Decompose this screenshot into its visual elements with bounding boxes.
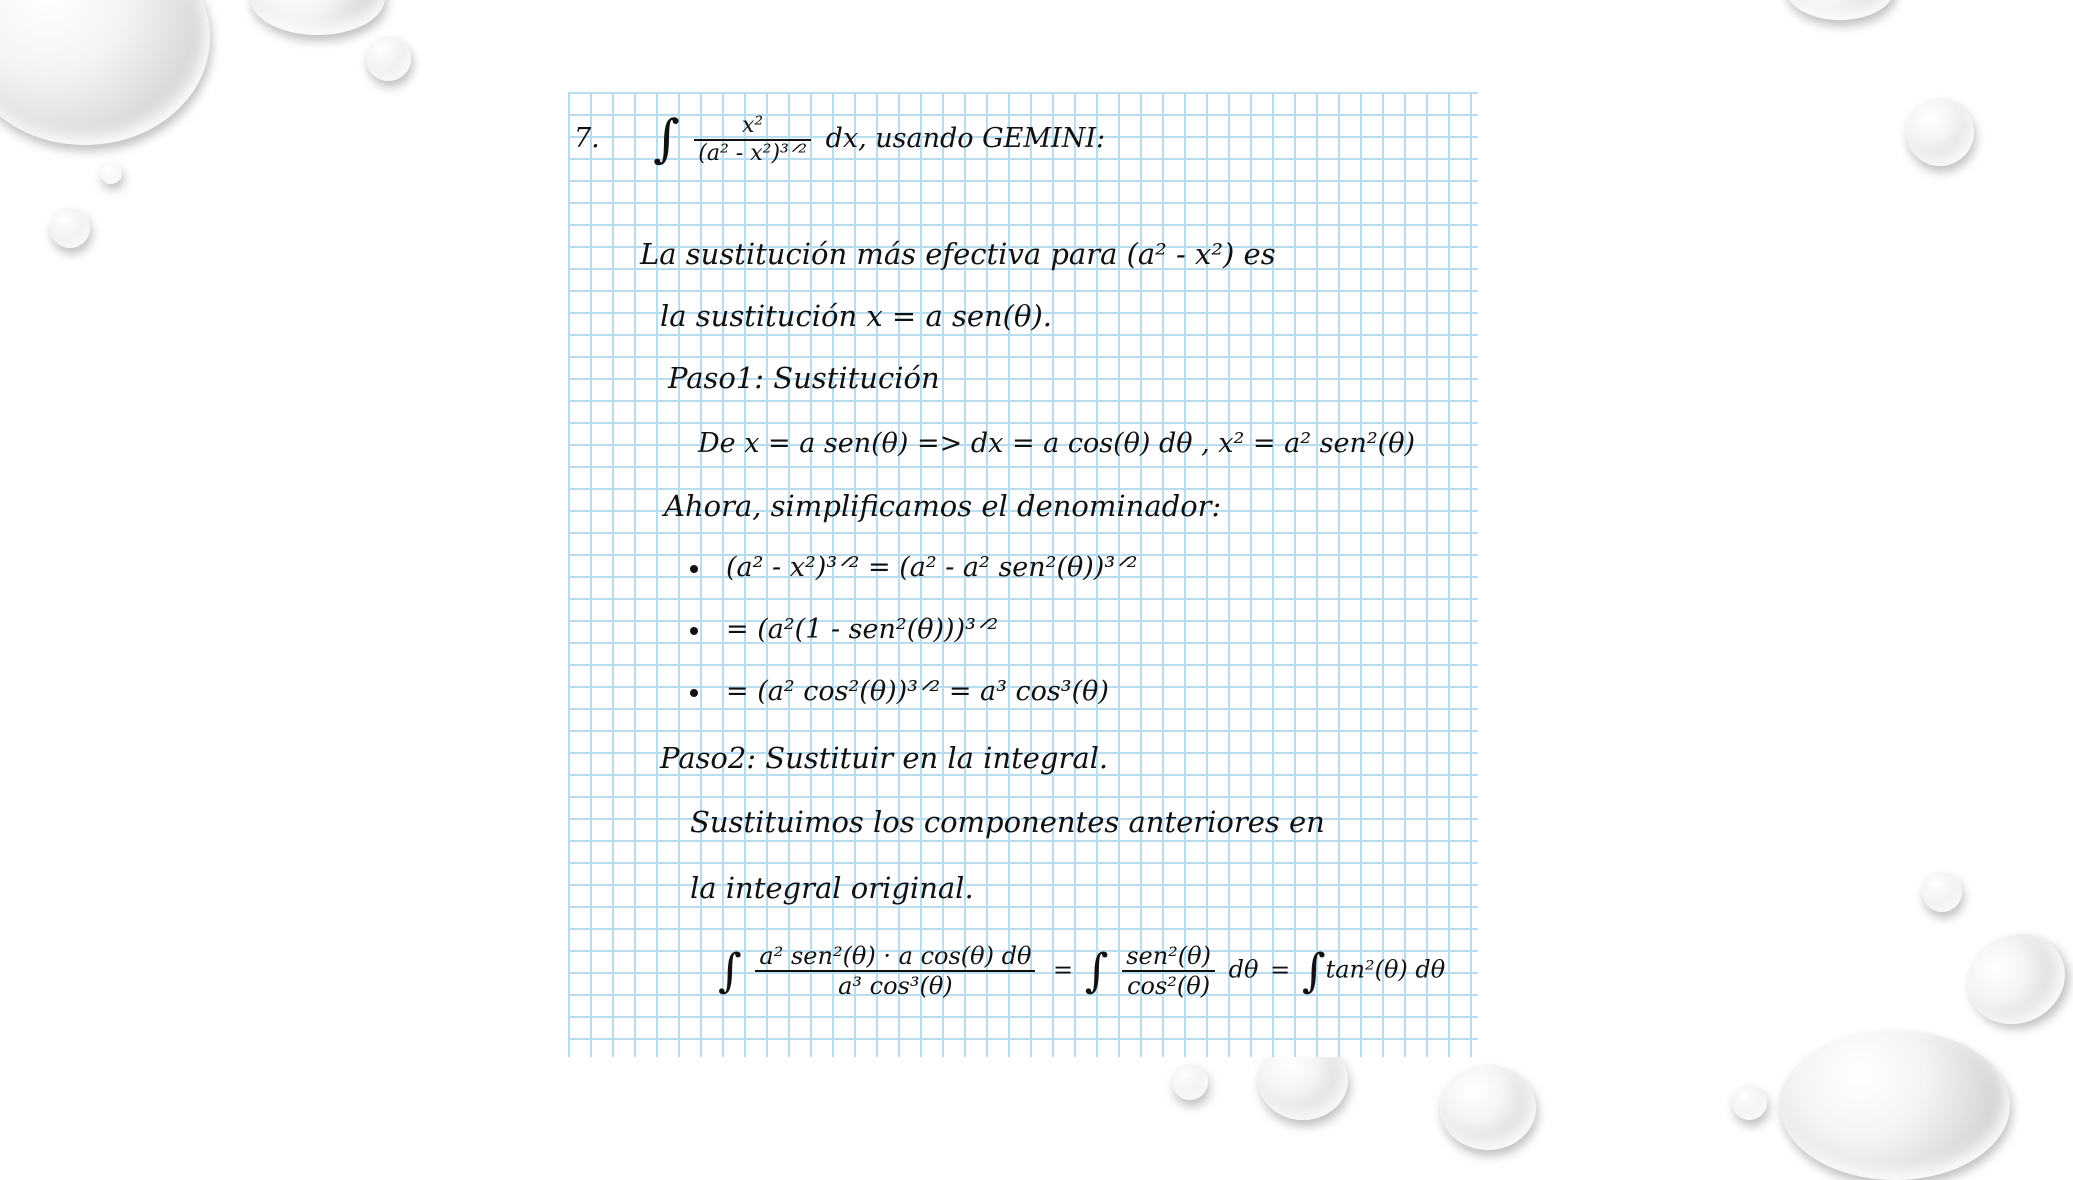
integral-sign: ∫ <box>1084 944 1109 998</box>
integral-sign: ∫ <box>718 944 742 998</box>
step1-title: Paso1: Sustitución <box>668 361 940 395</box>
bullet-dot <box>690 689 698 697</box>
water-drop-small-1 <box>366 36 411 81</box>
bullet-3-text: = (a² cos²(θ))³ᐟ² = a³ cos³(θ) <box>726 676 1109 707</box>
bullet-2-text: = (a²(1 - sen²(θ)))³ᐟ² <box>726 614 999 645</box>
intro-line-2: la sustitución x = a sen(θ). <box>660 299 1052 333</box>
water-drop-bottom-right-large <box>1780 1030 2010 1180</box>
final-fraction-2-denominator: cos²(θ) <box>1127 972 1211 1000</box>
final-fraction-2-numerator: sen²(θ) <box>1122 944 1215 972</box>
final-integral-equation <box>718 944 1445 998</box>
integral-sign: ∫ <box>652 109 680 169</box>
problem-differential: dx <box>825 123 859 155</box>
final-fraction-1-numerator: a² sen²(θ) · a cos(θ) dθ <box>755 944 1035 972</box>
problem-line <box>574 109 1106 169</box>
problem-number: 7. <box>574 123 600 155</box>
final-fraction-1 <box>755 944 1035 998</box>
step1-relation: De x = a sen(θ) => dx = a cos(θ) dθ , x² = a² sen²(θ) <box>698 428 1415 459</box>
bullet-dot <box>690 565 698 573</box>
step1-bullet-1 <box>690 554 1137 581</box>
step1-denominator-intro: Ahora, simplificamos el denominador: <box>664 489 1222 523</box>
final-fraction-2-differential: dθ <box>1228 955 1259 984</box>
water-drop-right-1 <box>1906 98 1974 166</box>
equals-sign: = <box>1053 955 1074 984</box>
problem-fraction-denominator: (a² - x²)³ᐟ² <box>698 140 807 166</box>
grid-paper-note <box>568 92 1478 1057</box>
step1-bullet-2 <box>690 616 998 643</box>
problem-fraction <box>694 112 811 166</box>
water-drop-large-top-left <box>0 0 210 145</box>
final-result: tan²(θ) dθ <box>1325 955 1446 984</box>
bullet-1-text: (a² - x²)³ᐟ² = (a² - a² sen²(θ))³ᐟ² <box>726 552 1138 583</box>
bullet-dot <box>690 627 698 635</box>
problem-tail: , usando GEMINI: <box>858 123 1106 155</box>
water-drop-right-2 <box>1922 872 1962 912</box>
water-drop-bottom-3 <box>1440 1065 1536 1150</box>
integral-sign: ∫ <box>1301 944 1326 998</box>
step2-title: Paso2: Sustituir en la integral. <box>660 741 1109 775</box>
water-drop-small-2 <box>100 162 122 184</box>
step1-bullet-3 <box>690 678 1109 705</box>
intro-line-1: La sustitución más efectiva para (a² - x²) es <box>640 237 1276 271</box>
water-drop-small-3 <box>50 208 90 248</box>
step2-line-1: Sustituimos los componentes anteriores en <box>690 805 1325 839</box>
final-fraction-2 <box>1122 944 1215 998</box>
water-drop-top-right <box>1785 0 1895 20</box>
problem-fraction-numerator: x² <box>694 115 811 141</box>
water-drop-right-3 <box>1952 918 2073 1040</box>
final-fraction-1-denominator: a³ cos³(θ) <box>838 972 953 1000</box>
equals-sign: = <box>1270 955 1291 984</box>
water-drop-bottom-right-small <box>1732 1085 1767 1120</box>
step2-line-2: la integral original. <box>690 871 974 905</box>
water-drop-bottom-1 <box>1172 1064 1208 1100</box>
water-drop-top-left-2 <box>250 0 385 35</box>
